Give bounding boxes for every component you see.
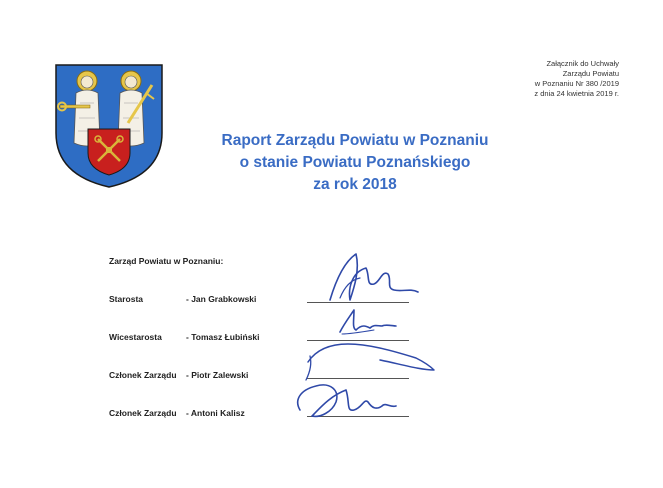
- signature-starosta: [330, 254, 418, 300]
- title-line-2: o stanie Powiatu Poznańskiego: [239, 154, 471, 171]
- title-line-3: za rok 2018: [313, 176, 397, 193]
- board-label: Zarząd Powiatu w Poznaniu:: [109, 256, 224, 266]
- member-role: Członek Zarządu: [109, 370, 177, 380]
- annex-line: z dnia 24 kwietnia 2019 r.: [534, 89, 619, 98]
- member-role: Wicestarosta: [109, 332, 162, 342]
- signature-czlonek-2: [298, 385, 396, 416]
- annex-reference: [399, 59, 619, 99]
- annex-line: Załącznik do Uchwały: [546, 59, 619, 68]
- signature-czlonek-1: [308, 344, 434, 370]
- member-role: Członek Zarządu: [109, 408, 177, 418]
- handwritten-signatures: [270, 240, 460, 430]
- member-role: Starosta: [109, 294, 144, 304]
- member-name: - Jan Grabkowski: [186, 294, 257, 304]
- member-name: - Piotr Zalewski: [186, 370, 249, 380]
- coat-of-arms-icon: [54, 63, 164, 189]
- annex-line: w Poznaniu Nr 380 /2019: [534, 79, 619, 88]
- member-name: - Tomasz Łubiński: [186, 332, 260, 342]
- annex-line: Zarządu Powiatu: [562, 69, 619, 78]
- document-title: [190, 130, 520, 196]
- signature-wicestarosta: [340, 310, 396, 332]
- title-line-1: Raport Zarządu Powiatu w Poznaniu: [221, 132, 489, 149]
- member-name: - Antoni Kalisz: [186, 408, 245, 418]
